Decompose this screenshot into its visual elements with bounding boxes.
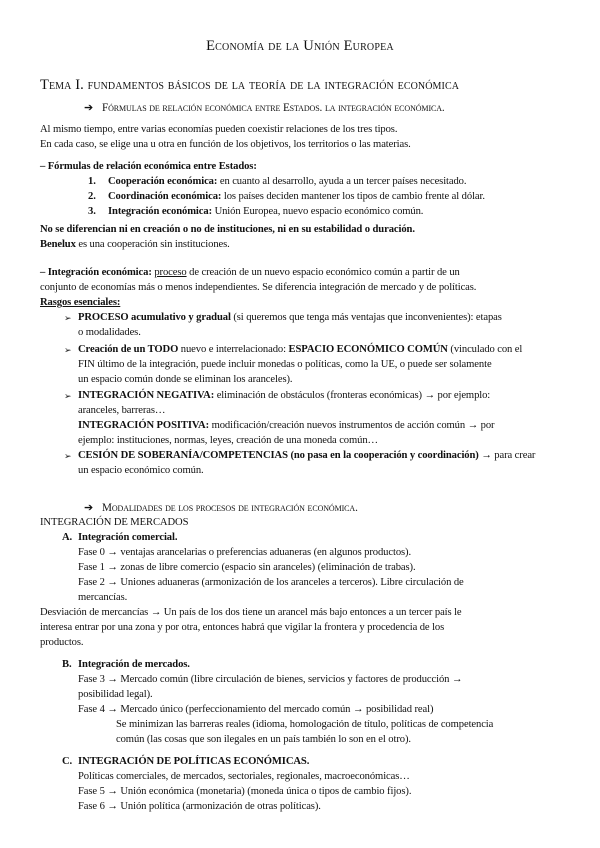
section1-heading: Fórmulas de relación económica entre Estados. la integración económica. (102, 102, 445, 114)
triangle-bullet-icon: ➢ (64, 391, 72, 401)
subsection-title: INTEGRACIÓN DE POLÍTICAS ECONÓMICAS. (78, 756, 310, 767)
integracion-line-2: conjunto de economías más o menos independientes. Se diferencia integración de mercado y de políticas. (40, 282, 477, 293)
fase-line: Fase 2 → Uniones aduaneras (armonización de los aranceles a terceros). Libre circulación de (78, 577, 464, 588)
triangle-bullet-icon: ➢ (64, 345, 72, 355)
tema-title: Tema I. fundamentos básicos de la teoría de la integración económica (40, 77, 460, 93)
integracion-mercados-heading: INTEGRACIÓN DE MERCADOS (40, 517, 189, 528)
list-item-text: Cooperación económica: en cuanto al desarrollo, ayuda a un tercer países necesitado. (108, 176, 467, 187)
section2-heading: Modalidades de los procesos de integración económica. (102, 502, 358, 514)
list-item: 2. (88, 191, 96, 202)
list-item-text: Integración económica: Unión Europea, nuevo espacio económico común. (108, 206, 424, 217)
fase-subline: común (las cosas que son ilegales en un país también lo son en el otro). (116, 734, 411, 745)
bullet-line: INTEGRACIÓN NEGATIVA: eliminación de obstáculos (fronteras económicas) → por ejemplo: (78, 390, 491, 401)
bullet-line: aranceles, barreras… (78, 405, 166, 416)
subsection-label: C. (62, 756, 73, 767)
fase-subline: Se minimizan las barreras reales (idioma, homologación de título, políticas de competencia (116, 719, 494, 730)
bullet-line: Creación de un TODO nuevo e interrelacionado: ESPACIO ECONÓMICO COMÚN (vinculado con el (78, 344, 523, 355)
benelux-line: Benelux es una cooperación sin instituciones. (40, 239, 230, 250)
rasgos-heading: Rasgos esenciales: (40, 297, 121, 308)
intro-line-1: Al mismo tiempo, entre varias economías pueden coexistir relaciones de los tres tipos. (40, 124, 398, 135)
subsection-title: Integración de mercados. (78, 659, 190, 670)
document-title: Economía de la Unión Europea (206, 38, 394, 54)
intro-line-2: En cada caso, se elige una u otra en función de los objetivos, los territorios o las materias. (40, 139, 411, 150)
list-item-text: Coordinación económica: los países deciden mantener los tipos de cambio frente al dólar. (108, 191, 485, 202)
subsection-label: B. (62, 659, 72, 670)
fase-line: posibilidad legal). (78, 689, 153, 700)
bullet-line: ejemplo: instituciones, normas, leyes, creación de una moneda común… (78, 435, 379, 446)
no-se-diferencian: No se diferencian ni en creación o no de instituciones, ni en su estabilidad o duración. (40, 224, 415, 235)
fase-line: Políticas comerciales, de mercados, sectoriales, regionales, macroeconómicas… (78, 771, 410, 782)
bullet-line: CESIÓN DE SOBERANÍA/COMPETENCIAS (no pasa en la cooperación y coordinación) → para crear (78, 450, 536, 461)
fase-line: Fase 0 → ventajas arancelarias o preferencias aduaneras (en algunos productos). (78, 547, 412, 558)
bullet-line: INTEGRACIÓN POSITIVA: modificación/creación nuevos instrumentos de acción común → por (78, 420, 495, 431)
fase-line: mercancías. (78, 592, 128, 603)
triangle-bullet-icon: ➢ (64, 313, 72, 323)
desviacion-line: interesa entrar por una zona y por otra, entonces habrá que vigilar la frontera y procedencia de los (40, 622, 445, 633)
integracion-line-1: – Integración económica: proceso de creación de un nuevo espacio económico común a partir de un (40, 267, 460, 278)
fase-line: Fase 4 → Mercado único (perfeccionamiento del mercado común → posibilidad real) (78, 704, 434, 715)
triangle-bullet-icon: ➢ (64, 451, 72, 461)
arrow-bullet-icon: ➔ (84, 502, 94, 514)
bullet-line: o modalidades. (78, 327, 141, 338)
formulas-heading: – Fórmulas de relación económica entre Estados: (40, 161, 257, 172)
desviacion-line: productos. (40, 637, 84, 648)
subsection-title: Integración comercial. (78, 532, 178, 543)
fase-line: Fase 5 → Unión económica (monetaria) (moneda única o tipos de cambio fijos). (78, 786, 412, 797)
list-item: 3. (88, 206, 96, 217)
arrow-bullet-icon: ➔ (84, 102, 94, 114)
bullet-line: un espacio común donde se eliminan los aranceles). (78, 374, 293, 385)
fase-line: Fase 6 → Unión política (armonización de otras políticas). (78, 801, 321, 812)
bullet-line: PROCESO acumulativo y gradual (si queremos que tenga más ventajas que inconvenientes): etapas (78, 312, 502, 323)
bullet-line: FIN último de la integración, puede incluir monedas o políticas, como la UE, o puede ser solamente (78, 359, 492, 370)
list-item: 1. (88, 176, 96, 187)
bullet-line: un espacio económico común. (78, 465, 204, 476)
subsection-label: A. (62, 532, 73, 543)
fase-line: Fase 1 → zonas de libre comercio (espacio sin aranceles) (eliminación de trabas). (78, 562, 416, 573)
fase-line: Fase 3 → Mercado común (libre circulación de bienes, servicios y factores de producción → (78, 674, 463, 685)
desviacion-line: Desviación de mercancías → Un país de los dos tiene un arancel más bajo entonces a un tercer país le (40, 607, 462, 618)
